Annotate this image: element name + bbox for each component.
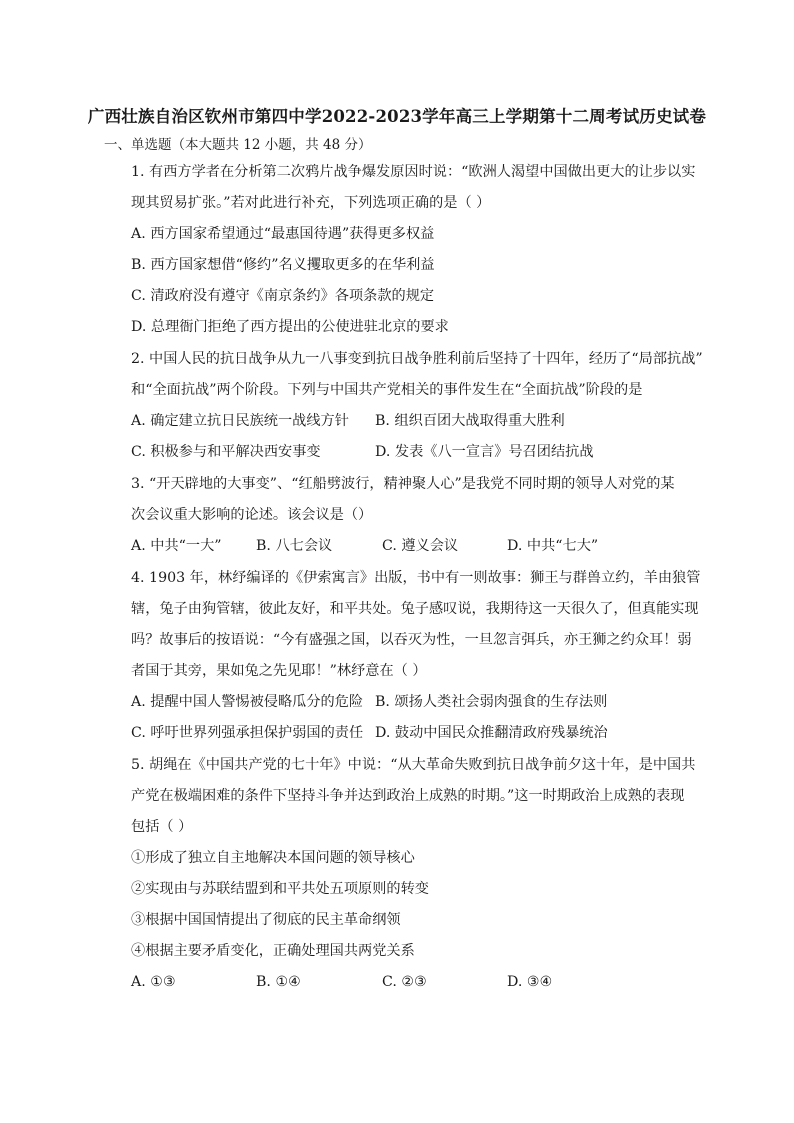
q5-option-d: D. ③④	[507, 974, 553, 990]
q4-option-c: C. 呼吁世界列强承担保护弱国的责任	[131, 725, 364, 741]
q5-statement-2: ②实现由与苏联结盟到和平共处五项原则的转变	[131, 881, 429, 897]
q5-option-c: C. ②③	[382, 974, 427, 990]
q4-option-b: B. 颂扬人类社会弱肉强食的生存法则	[375, 694, 608, 710]
q3-option-a: A. 中共“一大”	[131, 538, 222, 554]
q2-stem-line1: 2. 中国人民的抗日战争从九一八事变到抗日战争胜利前后坚持了十四年，经历了“局部抗战”	[131, 351, 703, 367]
page-title: 广西壮族自治区钦州市第四中学2022-2023学年高三上学期第十二周考试历史试卷	[87, 107, 707, 126]
q2-stem-line2: 和“全面抗战”两个阶段。下列与中国共产党相关的事件发生在“全面抗战”阶段的是	[131, 382, 643, 398]
q1-option-d: D. 总理衙门拒绝了西方提出的公使进驻北京的要求	[131, 319, 449, 335]
q1-stem-line2: 现其贸易扩张。”若对此进行补充，下列选项正确的是（ ）	[131, 195, 491, 211]
q3-option-c: C. 遵义会议	[382, 538, 459, 554]
q5-stem-line1: 5. 胡绳在《中国共产党的七十年》中说：“从大革命失败到抗日战争前夕这十年，是中国共	[131, 757, 696, 773]
q5-stem-line2: 产党在极端困难的条件下坚持斗争并达到政治上成熟的时期。”这一时期政治上成熟的表现	[131, 788, 685, 804]
q5-statement-1: ①形成了独立自主地解决本国问题的领导核心	[131, 850, 415, 866]
q2-option-a: A. 确定建立抗日民族统一战线方针	[131, 413, 349, 429]
q5-stem-line3: 包括（ ）	[131, 819, 193, 835]
q4-option-d: D. 鼓动中国民众推翻清政府残暴统治	[375, 725, 608, 741]
q1-option-b: B. 西方国家想借“修约”名义攫取更多的在华利益	[131, 257, 435, 273]
section-heading: 一、单选题（本大题共 12 小题，共 48 分）	[104, 137, 372, 153]
q1-option-c: C. 清政府没有遵守《南京条约》各项条款的规定	[131, 288, 435, 304]
q3-stem-line1: 3. “开天辟地的大事变”、“红船劈波行，精神聚人心”是我党不同时期的领导人对党的某	[131, 476, 675, 492]
q5-option-a: A. ①③	[131, 974, 176, 990]
q5-option-b: B. ①④	[256, 974, 301, 990]
q1-stem-line1: 1. 有西方学者在分析第二次鸦片战争爆发原因时说：“欧洲人渴望中国做出更大的让步以实	[131, 164, 696, 180]
q2-option-d: D. 发表《八一宣言》号召团结抗战	[375, 444, 594, 460]
q5-statement-4: ④根据主要矛盾变化，正确处理国共两党关系	[131, 943, 415, 959]
q4-stem-line3: 吗？故事后的按语说：“今有盛强之国，以吞灭为性，一旦忽言弭兵，亦王狮之约众耳！弱	[131, 632, 692, 648]
q1-option-a: A. 西方国家希望通过“最惠国待遇”获得更多权益	[131, 226, 435, 242]
q3-option-b: B. 八七会议	[256, 538, 333, 554]
q2-option-c: C. 积极参与和平解决西安事变	[131, 444, 321, 460]
q4-stem-line1: 4. 1903 年，林纾编译的《伊索寓言》出版，书中有一则故事：狮王与群兽立约，羊由狼管	[131, 570, 701, 586]
q3-stem-line2: 次会议重大影响的论述。该会议是（）	[131, 507, 373, 523]
q4-stem-line2: 辖，兔子由狗管辖，彼此友好，和平共处。兔子感叹说，我期待这一天很久了，但真能实现	[131, 601, 699, 617]
q3-option-d: D. 中共“七大”	[507, 538, 599, 554]
q4-option-a: A. 提醒中国人警惕被侵略瓜分的危险	[131, 694, 364, 710]
q5-statement-3: ③根据中国国情提出了彻底的民主革命纲领	[131, 912, 401, 928]
q2-option-b: B. 组织百团大战取得重大胜利	[375, 413, 565, 429]
q4-stem-line4: 者国于其旁，果如兔之先见耶！”林纾意在（ ）	[131, 663, 427, 679]
